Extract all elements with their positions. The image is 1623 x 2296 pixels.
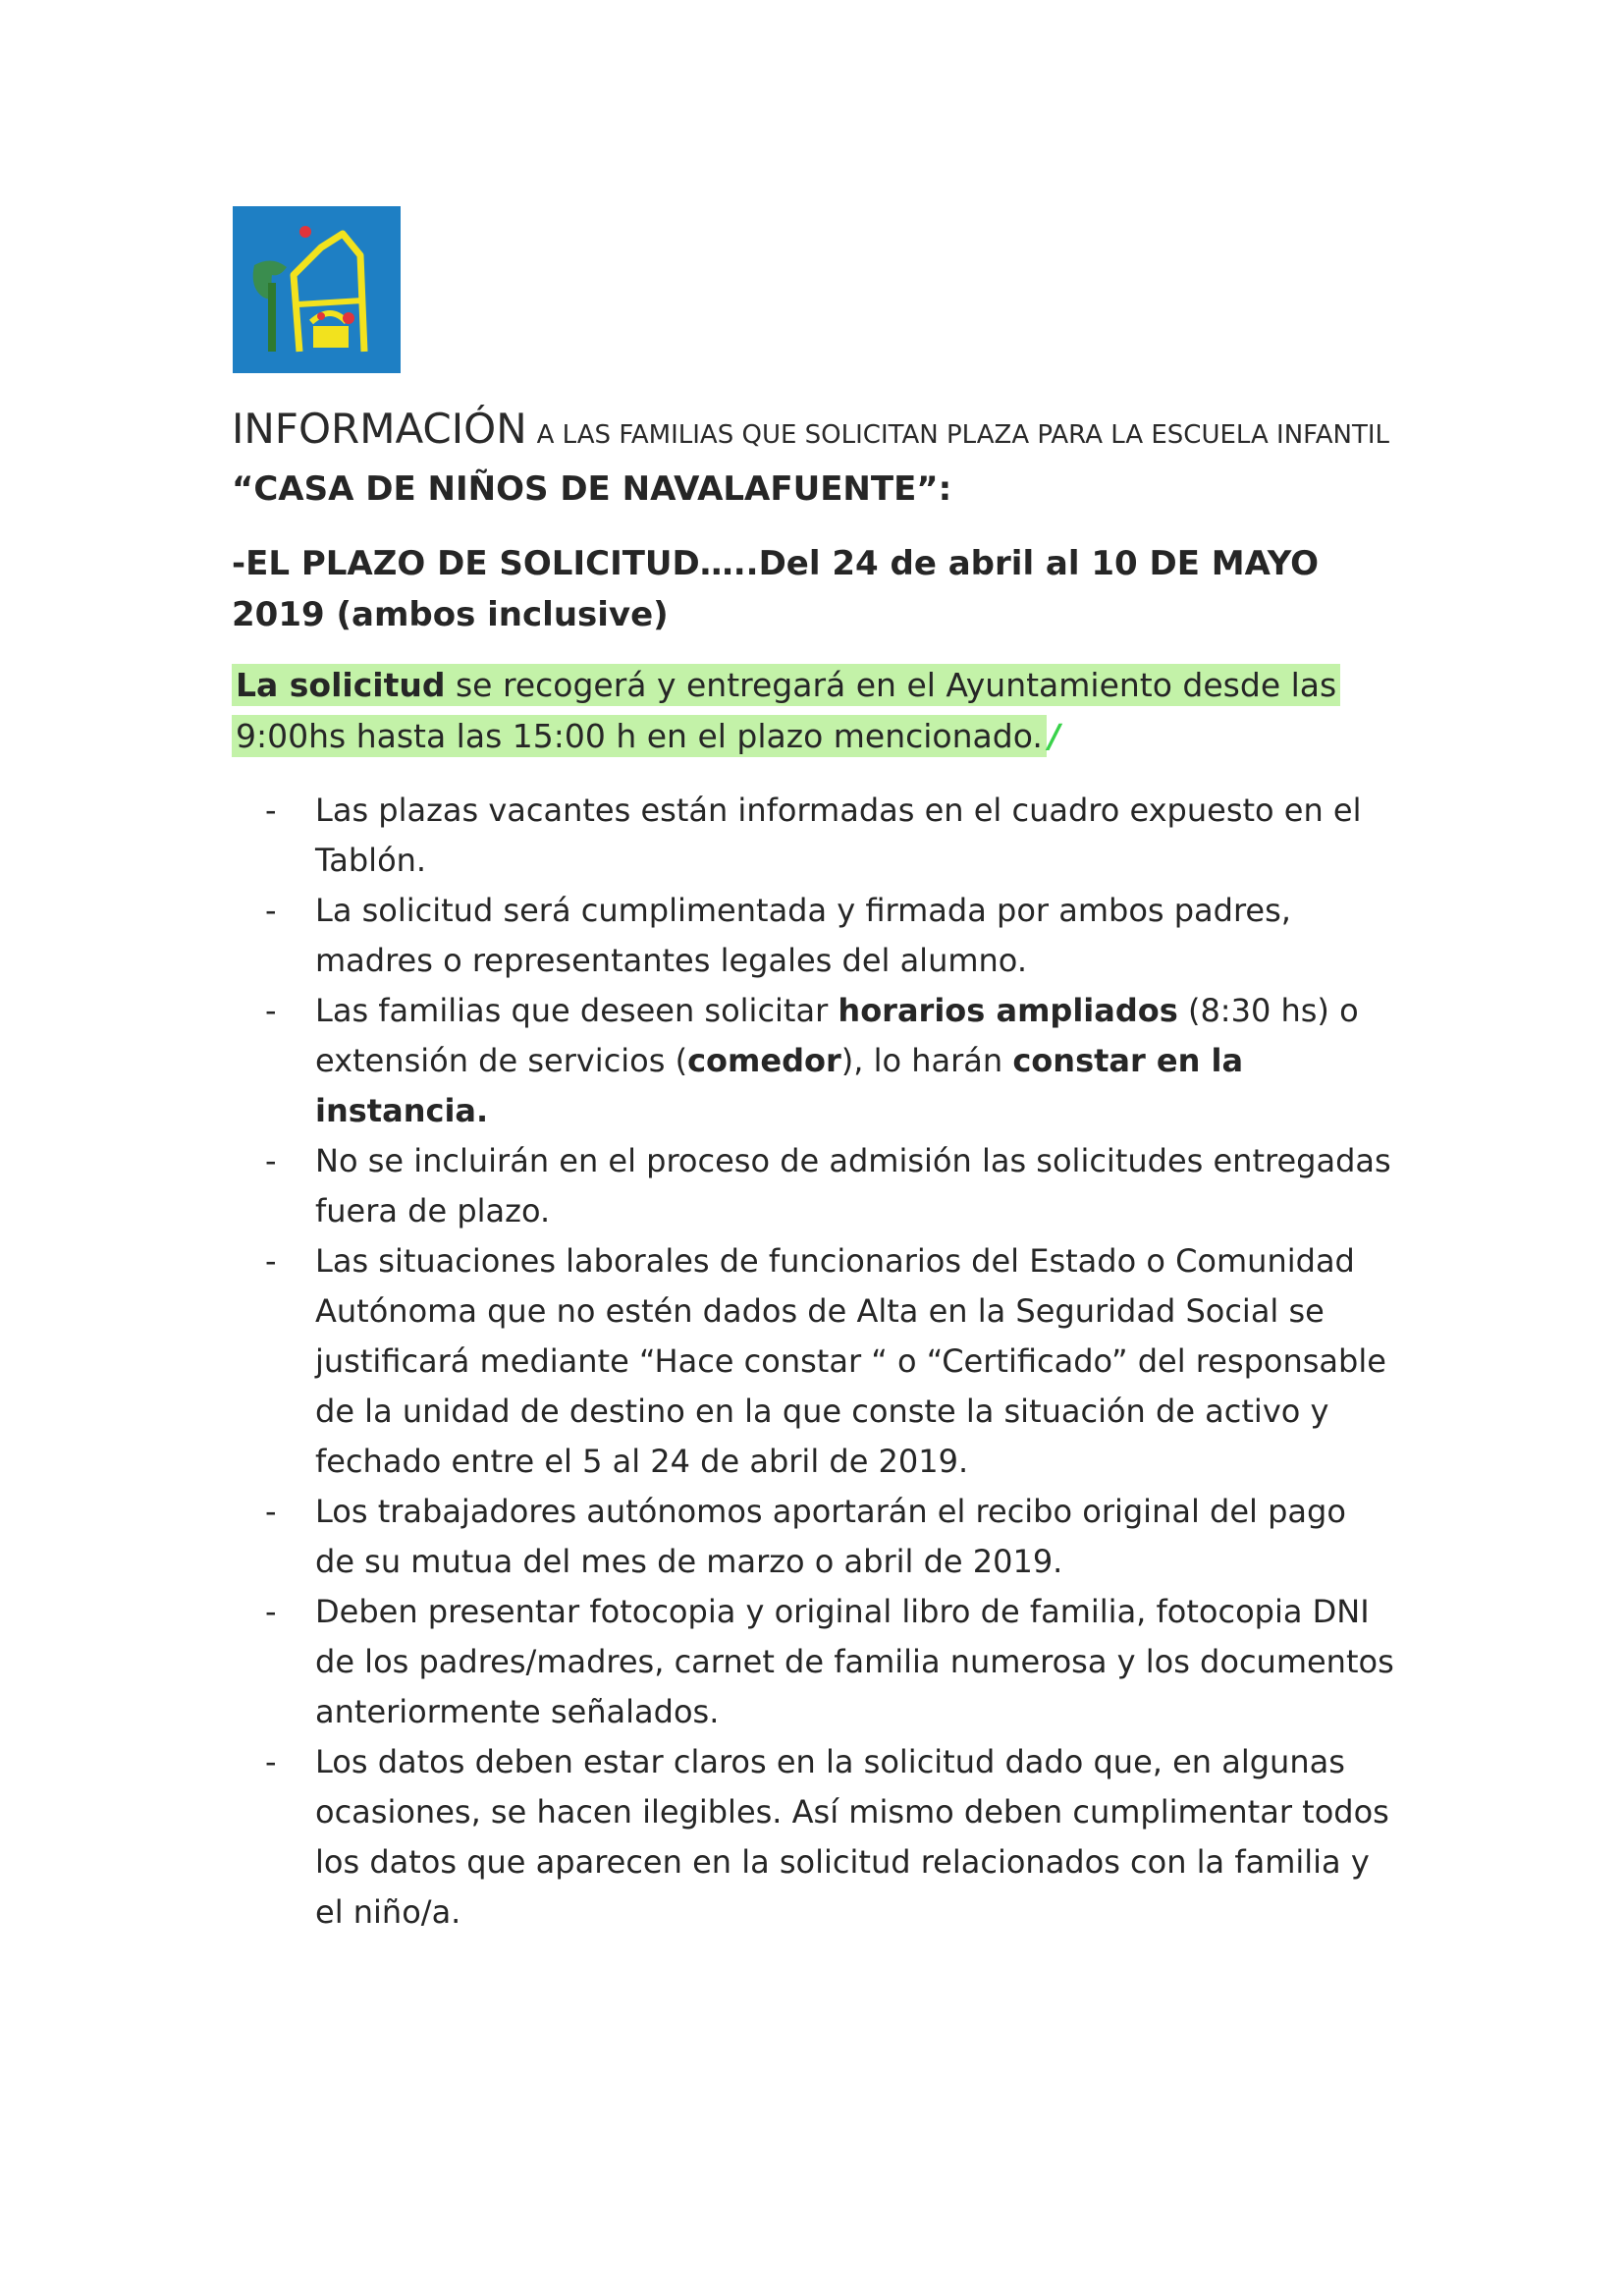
list-item [265, 1587, 1394, 1737]
list-item-bold: constar en la instancia. [315, 1042, 1244, 1129]
list-item-text: Las situaciones laborales de funcionarios del Estado o Comunidad Autónoma que no estén dados de Alta en la Seguridad Social se justificará mediante “Hace constar “ o “Certificado” del responsable de la unidad de destino en la que conste la situación de activo y fechado entre el 5 al 24 de abril de 2019. [315, 1242, 1386, 1480]
list-item-text: No se incluirán en el proceso de admisión las solicitudes entregadas fuera de plazo. [315, 1142, 1391, 1230]
list-item-text: Los trabajadores autónomos aportarán el recibo original del pago de su mutua del mes de marzo o abril de 2019. [315, 1493, 1346, 1580]
list-item-text: (8:30 hs) o extensión de servicios ( [315, 992, 1359, 1079]
casa-de-ninos-logo [233, 206, 401, 373]
list-dash: - [265, 1593, 277, 1630]
list-item [265, 986, 1394, 1136]
list-item [265, 886, 1394, 986]
list-item [265, 1487, 1394, 1587]
highlight-text: se recogerá y entregará en el Ayuntamiento desde las 9:00hs hasta las 15:00 h en el plazo mencionado. [236, 666, 1337, 755]
highlight-marker [232, 664, 1340, 757]
list-item-text: La solicitud será cumplimentada y firmada por ambos padres, madres o representantes legales del alumno. [315, 892, 1291, 979]
school-name: “CASA DE NIÑOS DE NAVALAFUENTE”: [232, 469, 952, 509]
marker-tick-icon: / [1048, 717, 1060, 755]
list-item [265, 1737, 1394, 1938]
highlight-bold: La solicitud [236, 666, 446, 704]
list-item [265, 1136, 1394, 1236]
list-item [265, 1236, 1394, 1487]
list-item-text: ), lo harán [840, 1042, 1013, 1079]
list-dash: - [265, 792, 277, 829]
list-item-text: Deben presentar fotocopia y original libro de familia, fotocopia DNI de los padres/madres, carnet de familia numerosa y los documentos anteriormente señalados. [315, 1593, 1394, 1730]
list-dash: - [265, 892, 277, 929]
list-item-bold: comedor [687, 1042, 841, 1079]
list-item-bold: horarios ampliados [838, 992, 1178, 1029]
list-item-text: Las plazas vacantes están informadas en el cuadro expuesto en el Tablón. [315, 792, 1362, 879]
list-dash: - [265, 1142, 277, 1179]
list-item [265, 786, 1394, 886]
document-title [232, 405, 1390, 453]
list-item-text: Las familias que deseen solicitar [315, 992, 839, 1029]
title-subheading: A LAS FAMILIAS QUE SOLICITAN PLAZA PARA LA ESCUELA INFANTIL [536, 420, 1390, 450]
list-dash: - [265, 1743, 277, 1780]
house-logo-icon [233, 206, 401, 373]
list-dash: - [265, 992, 277, 1029]
list-dash: - [265, 1242, 277, 1280]
title-informacion: INFORMACIÓN [232, 405, 527, 453]
requirements-list [265, 786, 1394, 1938]
list-item-text: Los datos deben estar claros en la solicitud dado que, en algunas ocasiones, se hacen ilegibles. Así mismo deben cumplimentar todos los datos que aparecen en la solicitud relacionados con la familia y el niño/a. [315, 1743, 1389, 1931]
list-dash: - [265, 1493, 277, 1530]
application-period: -EL PLAZO DE SOLICITUD…..Del 24 de abril al 10 DE MAYO 2019 (ambos inclusive) [232, 544, 1320, 634]
highlighted-paragraph [232, 660, 1390, 762]
